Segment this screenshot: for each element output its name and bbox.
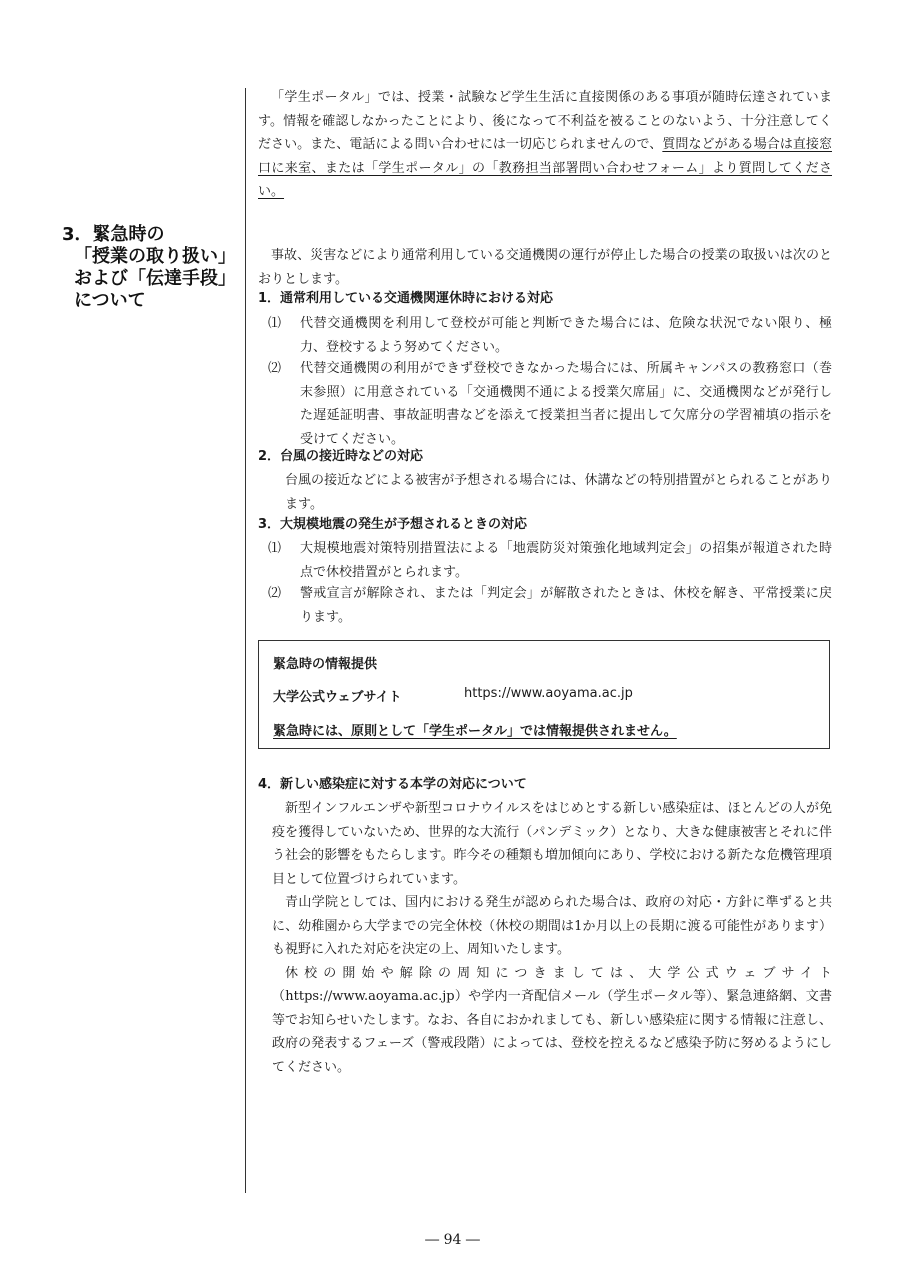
item-text: 大規模地震対策特別措置法による「地震防災対策強化地域判定会」の招集が報道された時点で休校措置がとられます。 bbox=[300, 541, 832, 580]
item-number: ⑵ bbox=[268, 361, 282, 376]
intro-underlined-text: 質問などがある場合は直接窓口に来室、または「学生ポータル」の「教務担当部署問い合わせフォーム」より質問してください。 bbox=[258, 137, 832, 199]
subsection-4-heading: 4．新しい感染症に対する本学の対応について bbox=[258, 777, 527, 792]
box-title: 緊急時の情報提供 bbox=[273, 657, 378, 672]
section-heading-line-1: 3．緊急時の bbox=[62, 224, 165, 245]
section-heading-line-2: 「授業の取り扱い」 bbox=[74, 246, 236, 267]
box-website-label: 大学公式ウェブサイト bbox=[273, 690, 402, 705]
section-heading bbox=[62, 224, 242, 312]
intro-block bbox=[258, 86, 832, 204]
subsection-1-item-2 bbox=[268, 357, 832, 451]
subsection-1-item-1 bbox=[268, 312, 832, 359]
intro-paragraph bbox=[258, 86, 832, 204]
vertical-divider bbox=[245, 88, 246, 1193]
subsection-4-paragraph-3: 休校の開始や解除の周知につきましては、大学公式ウェブサイト（https://www.aoyama.ac.jp）や学内一斉配信メール（学生ポータル等）、緊急連絡網、文書等でお知らせいたします。なお、各自におかれましても、新しい感染症に関する情報に注意し、政府の発表するフェーズ（警戒段階）によっては、登校を控えるなど感染予防に努めるようにしてください。 bbox=[272, 965, 832, 1075]
subsection-3-item-1 bbox=[268, 537, 832, 584]
subsection-2-text: 台風の接近などによる被害が予想される場合には、休講などの特別措置がとられることがあります。 bbox=[285, 473, 832, 512]
emergency-info-box bbox=[258, 640, 830, 749]
subsection-4-paragraph-2: 青山学院としては、国内における発生が認められた場合は、政府の対応・方針に準ずると共に、幼稚園から大学までの完全休校（休校の期間は1か月以上の長期に渡る可能性があります）も視野に入れた対応を決定の上、周知いたします。 bbox=[272, 895, 832, 957]
item-number: ⑴ bbox=[268, 541, 282, 556]
subsection-3-heading: 3．大規模地震の発生が予想されるときの対応 bbox=[258, 517, 528, 532]
item-number: ⑵ bbox=[268, 586, 282, 601]
intro-plain-text: 「学生ポータル」では、授業・試験など学生生活に直接関係のある事項が随時伝達されています。情報を確認しなかったことにより、後になって不利益を被ることのないよう、十分注意してください。また、電話による問い合わせには一切応じられませんので、 bbox=[258, 90, 832, 152]
item-text: 代替交通機関の利用ができず登校できなかった場合には、所属キャンパスの教務窓口（巻末参照）に用意されている「交通機関不通による授業欠席届」に、交通機関などが発行した遅延証明書、事故証明書などを添えて授業担当者に提出して欠席分の学習補填の指示を受けてください。 bbox=[300, 361, 832, 447]
item-text: 警戒宣言が解除され、または「判定会」が解散されたときは、休校を解き、平常授業に戻ります。 bbox=[300, 586, 832, 625]
page-number: ― 94 ― bbox=[425, 1232, 480, 1248]
box-website-url: https://www.aoyama.ac.jp bbox=[464, 686, 633, 701]
subsection-2-heading: 2．台風の接近時などの対応 bbox=[258, 449, 424, 464]
item-number: ⑴ bbox=[268, 316, 282, 331]
section-intro-text: 事故、災害などにより通常利用している交通機関の運行が停止した場合の授業の取扱いは次のとおりとします。 bbox=[258, 248, 832, 287]
section-heading-line-3: および「伝達手段」 bbox=[74, 268, 236, 289]
section-heading-line-4: について bbox=[74, 290, 146, 311]
item-text: 代替交通機関を利用して登校が可能と判断できた場合には、危険な状況でない限り、極力、登校するよう努めてください。 bbox=[300, 316, 832, 355]
subsection-1-heading: 1．通常利用している交通機関運休時における対応 bbox=[258, 291, 554, 306]
subsection-4-paragraph-1: 新型インフルエンザや新型コロナウイルスをはじめとする新しい感染症は、ほとんどの人が免疫を獲得していないため、世界的な大流行（パンデミック）となり、大きな健康被害とそれに伴う社会的影響をもたらします。昨今その種類も増加傾向にあり、学校における新たな危機管理項目として位置づけられています。 bbox=[272, 801, 832, 887]
subsection-3-item-2 bbox=[268, 582, 832, 629]
box-note: 緊急時には、原則として「学生ポータル」では情報提供されません。 bbox=[273, 724, 677, 739]
section-intro bbox=[258, 244, 832, 291]
subsection-4-body bbox=[272, 797, 832, 1079]
